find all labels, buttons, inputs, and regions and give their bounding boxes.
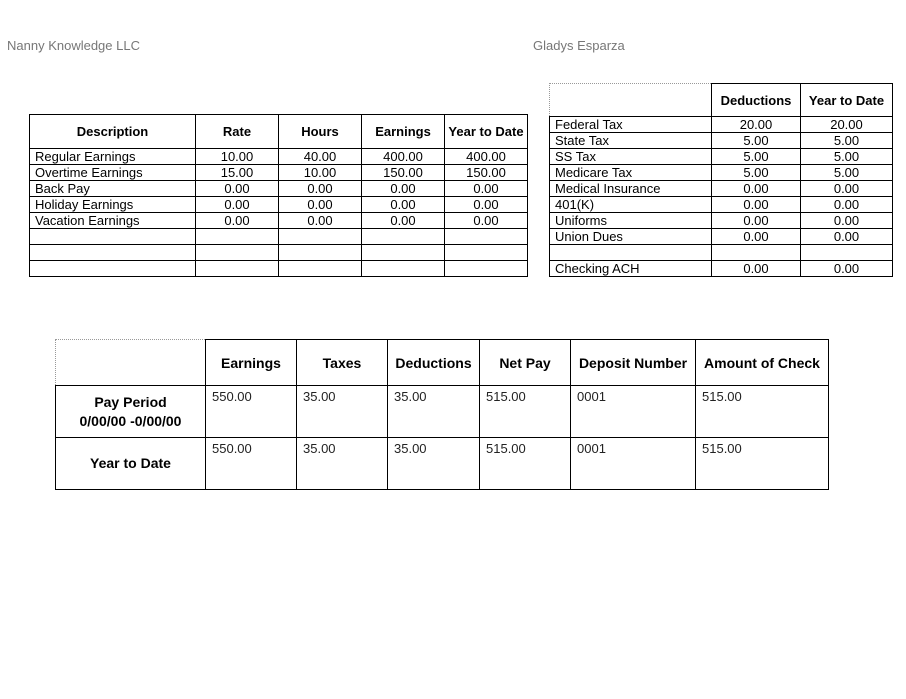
year-to-date-label bbox=[56, 438, 206, 490]
deduction-label bbox=[550, 245, 712, 261]
earnings-rate bbox=[196, 245, 279, 261]
deductions-header-deductions: Deductions bbox=[712, 84, 801, 117]
earnings-header-row bbox=[30, 115, 528, 149]
earnings-ytd: 400.00 bbox=[445, 149, 528, 165]
deduction-label: Uniforms bbox=[550, 213, 712, 229]
deduction-amount: 0.00 bbox=[712, 229, 801, 245]
summary-header-amount-of-check: Amount of Check bbox=[696, 340, 829, 386]
table-row bbox=[550, 213, 893, 229]
earnings-hours: 0.00 bbox=[279, 197, 362, 213]
earnings-hours bbox=[279, 261, 362, 277]
earnings-ytd bbox=[445, 261, 528, 277]
earnings-amount bbox=[362, 229, 445, 245]
deduction-amount: 5.00 bbox=[712, 149, 801, 165]
deduction-label: 401(K) bbox=[550, 197, 712, 213]
deduction-ytd: 5.00 bbox=[801, 165, 893, 181]
table-row bbox=[30, 213, 528, 229]
earnings-description: Vacation Earnings bbox=[30, 213, 196, 229]
earnings-amount: 150.00 bbox=[362, 165, 445, 181]
deduction-amount: 5.00 bbox=[712, 165, 801, 181]
summary-header-blank bbox=[56, 340, 206, 386]
table-row bbox=[550, 197, 893, 213]
deduction-label: Federal Tax bbox=[550, 117, 712, 133]
deduction-label: SS Tax bbox=[550, 149, 712, 165]
summary-earnings: 550.00 bbox=[206, 438, 297, 490]
earnings-amount bbox=[362, 245, 445, 261]
table-row bbox=[550, 133, 893, 149]
table-row bbox=[550, 245, 893, 261]
summary-header-deductions: Deductions bbox=[388, 340, 480, 386]
deduction-label: State Tax bbox=[550, 133, 712, 149]
earnings-hours: 40.00 bbox=[279, 149, 362, 165]
earnings-amount: 0.00 bbox=[362, 213, 445, 229]
summary-header-earnings: Earnings bbox=[206, 340, 297, 386]
earnings-description: Overtime Earnings bbox=[30, 165, 196, 181]
deduction-amount: 20.00 bbox=[712, 117, 801, 133]
earnings-rate: 15.00 bbox=[196, 165, 279, 181]
summary-net-pay: 515.00 bbox=[480, 386, 571, 438]
earnings-amount bbox=[362, 261, 445, 277]
deduction-amount: 0.00 bbox=[712, 261, 801, 277]
summary-net-pay: 515.00 bbox=[480, 438, 571, 490]
deduction-amount: 0.00 bbox=[712, 213, 801, 229]
deduction-ytd: 0.00 bbox=[801, 181, 893, 197]
earnings-header-hours: Hours bbox=[279, 115, 362, 149]
pay-period-label bbox=[56, 386, 206, 438]
deduction-ytd: 0.00 bbox=[801, 261, 893, 277]
deduction-label: Union Dues bbox=[550, 229, 712, 245]
table-row bbox=[30, 261, 528, 277]
earnings-description: Holiday Earnings bbox=[30, 197, 196, 213]
earnings-description bbox=[30, 229, 196, 245]
summary-amount-of-check: 515.00 bbox=[696, 438, 829, 490]
earnings-rate: 10.00 bbox=[196, 149, 279, 165]
table-row bbox=[550, 165, 893, 181]
earnings-description: Back Pay bbox=[30, 181, 196, 197]
deduction-amount: 5.00 bbox=[712, 133, 801, 149]
summary-deductions: 35.00 bbox=[388, 386, 480, 438]
summary-amount-of-check: 515.00 bbox=[696, 386, 829, 438]
earnings-header-ytd: Year to Date bbox=[445, 115, 528, 149]
deduction-amount: 0.00 bbox=[712, 197, 801, 213]
table-row bbox=[30, 245, 528, 261]
table-row bbox=[550, 117, 893, 133]
deduction-label: Medicare Tax bbox=[550, 165, 712, 181]
pay-period-title: Pay Period bbox=[94, 393, 167, 410]
summary-earnings: 550.00 bbox=[206, 386, 297, 438]
deduction-ytd: 5.00 bbox=[801, 133, 893, 149]
table-row bbox=[30, 197, 528, 213]
employee-name: Gladys Esparza bbox=[533, 38, 625, 53]
earnings-ytd: 0.00 bbox=[445, 181, 528, 197]
deduction-ytd: 5.00 bbox=[801, 149, 893, 165]
earnings-header-description: Description bbox=[30, 115, 196, 149]
earnings-hours: 10.00 bbox=[279, 165, 362, 181]
table-row bbox=[550, 181, 893, 197]
earnings-amount: 0.00 bbox=[362, 181, 445, 197]
employer-name: Nanny Knowledge LLC bbox=[7, 38, 140, 53]
earnings-ytd bbox=[445, 229, 528, 245]
table-row bbox=[56, 386, 829, 438]
deduction-label: Checking ACH bbox=[550, 261, 712, 277]
earnings-header-rate: Rate bbox=[196, 115, 279, 149]
deduction-ytd bbox=[801, 245, 893, 261]
earnings-amount: 0.00 bbox=[362, 197, 445, 213]
earnings-hours bbox=[279, 245, 362, 261]
deduction-amount: 0.00 bbox=[712, 181, 801, 197]
earnings-header-earnings: Earnings bbox=[362, 115, 445, 149]
table-row bbox=[30, 229, 528, 245]
earnings-rate: 0.00 bbox=[196, 181, 279, 197]
earnings-table bbox=[29, 114, 528, 277]
deductions-table bbox=[549, 83, 893, 277]
earnings-ytd: 0.00 bbox=[445, 197, 528, 213]
summary-taxes: 35.00 bbox=[297, 438, 388, 490]
year-to-date-title: Year to Date bbox=[90, 455, 171, 471]
earnings-rate: 0.00 bbox=[196, 213, 279, 229]
table-row bbox=[550, 149, 893, 165]
earnings-rate: 0.00 bbox=[196, 197, 279, 213]
table-row bbox=[56, 438, 829, 490]
earnings-hours: 0.00 bbox=[279, 181, 362, 197]
earnings-description bbox=[30, 245, 196, 261]
earnings-hours: 0.00 bbox=[279, 213, 362, 229]
earnings-hours bbox=[279, 229, 362, 245]
summary-deductions: 35.00 bbox=[388, 438, 480, 490]
deductions-header-blank bbox=[550, 84, 712, 117]
table-row bbox=[30, 149, 528, 165]
summary-header-net-pay: Net Pay bbox=[480, 340, 571, 386]
summary-header-taxes: Taxes bbox=[297, 340, 388, 386]
pay-period-dates: 0/00/00 -0/00/00 bbox=[79, 412, 182, 429]
summary-header-deposit-number: Deposit Number bbox=[571, 340, 696, 386]
table-row bbox=[30, 165, 528, 181]
deduction-amount bbox=[712, 245, 801, 261]
earnings-ytd: 0.00 bbox=[445, 213, 528, 229]
summary-taxes: 35.00 bbox=[297, 386, 388, 438]
earnings-description bbox=[30, 261, 196, 277]
deductions-header-row bbox=[550, 84, 893, 117]
deduction-label: Medical Insurance bbox=[550, 181, 712, 197]
earnings-ytd bbox=[445, 245, 528, 261]
earnings-ytd: 150.00 bbox=[445, 165, 528, 181]
deduction-ytd: 20.00 bbox=[801, 117, 893, 133]
deductions-header-ytd: Year to Date bbox=[801, 84, 893, 117]
table-row bbox=[550, 229, 893, 245]
earnings-rate bbox=[196, 261, 279, 277]
earnings-description: Regular Earnings bbox=[30, 149, 196, 165]
deduction-ytd: 0.00 bbox=[801, 197, 893, 213]
summary-header-row bbox=[56, 340, 829, 386]
deduction-ytd: 0.00 bbox=[801, 229, 893, 245]
summary-deposit-number: 0001 bbox=[571, 386, 696, 438]
summary-deposit-number: 0001 bbox=[571, 438, 696, 490]
summary-table bbox=[55, 339, 829, 490]
earnings-rate bbox=[196, 229, 279, 245]
table-row bbox=[30, 181, 528, 197]
deduction-ytd: 0.00 bbox=[801, 213, 893, 229]
earnings-amount: 400.00 bbox=[362, 149, 445, 165]
table-row bbox=[550, 261, 893, 277]
